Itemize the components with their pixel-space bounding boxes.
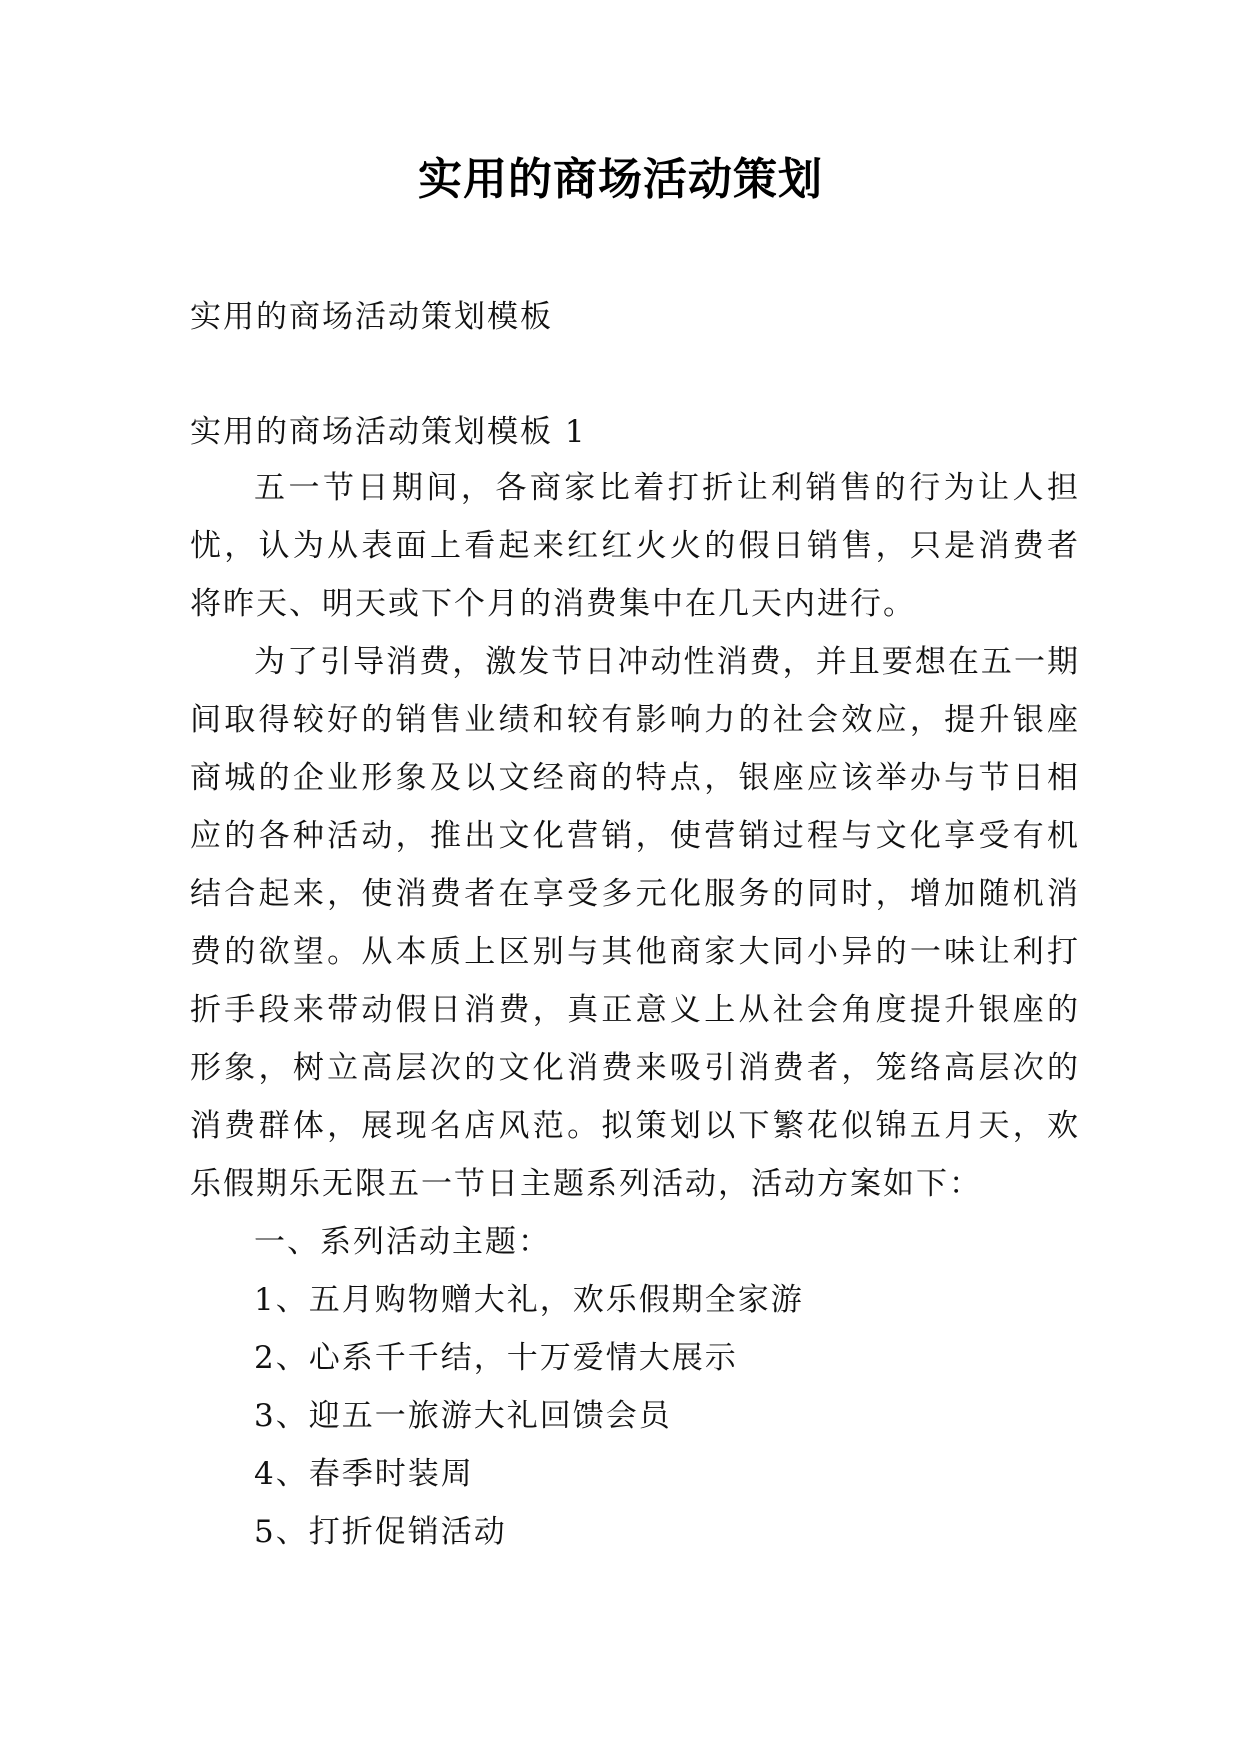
list-item: 3、迎五一旅游大礼回馈会员 (254, 1398, 672, 1434)
list-item: 4、春季时装周 (254, 1456, 474, 1492)
body-paragraph: 五一节日期间，各商家比着打折让利销售的行为让人担忧，认为从表面上看起来红红火火的假日销售，只是消费者将昨天、明天或下个月的消费集中在几天内进行。 (190, 470, 1080, 622)
list-heading: 一、系列活动主题： (254, 1224, 551, 1260)
list-item: 5、打折促销活动 (254, 1514, 507, 1550)
document-body (190, 459, 1080, 1561)
section-heading: 实用的商场活动策划模板 1 (190, 414, 587, 450)
document-title: 实用的商场活动策划 (418, 154, 823, 205)
list-item: 2、心系千千结，十万爱情大展示 (254, 1340, 738, 1376)
document-subtitle: 实用的商场活动策划模板 (190, 299, 553, 335)
list-item: 1、五月购物赠大礼，欢乐假期全家游 (254, 1282, 804, 1318)
body-paragraph: 为了引导消费，激发节日冲动性消费，并且要想在五一期间取得较好的销售业绩和较有影响力的社会效应，提升银座商城的企业形象及以文经商的特点，银座应该举办与节日相应的各种活动，推出文化营销，使营销过程与文化享受有机结合起来，使消费者在享受多元化服务的同时，增加随机消费的欲望。从本质上区别与其他商家大同小异的一味让利打折手段来带动假日消费，真正意义上从社会角度提升银座的形象，树立高层次的文化消费来吸引消费者，笼络高层次的消费群体，展现名店风范。拟策划以下繁花似锦五月天，欢乐假期乐无限五一节日主题系列活动，活动方案如下： (190, 644, 1080, 1202)
